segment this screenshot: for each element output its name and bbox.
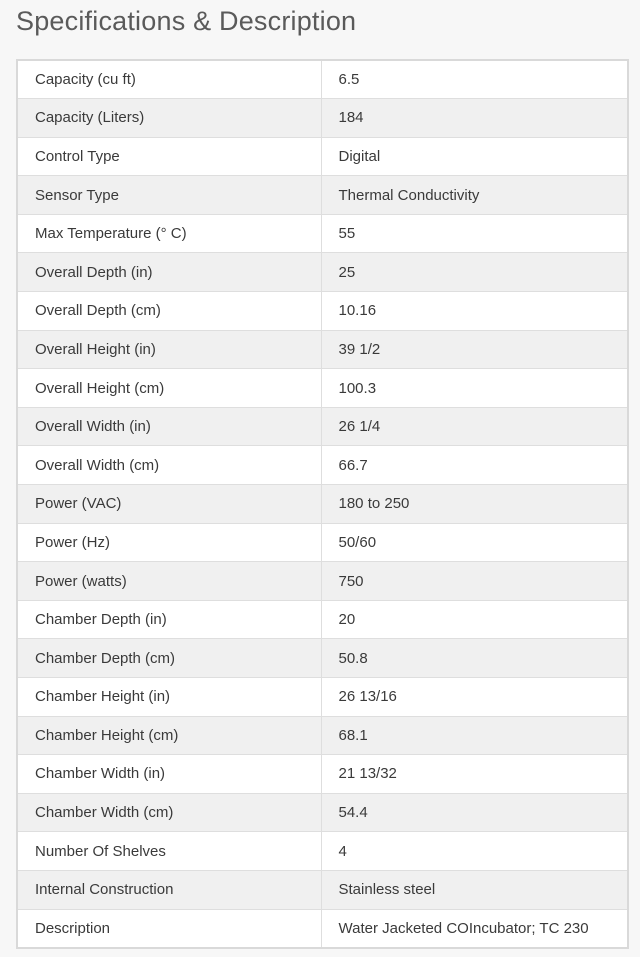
spec-label: Number Of Shelves (17, 832, 321, 871)
table-row (17, 369, 628, 408)
table-row (17, 214, 628, 253)
spec-label: Overall Depth (in) (17, 253, 321, 292)
spec-value: 50/60 (321, 523, 628, 562)
spec-value: 26 13/16 (321, 678, 628, 717)
spec-value: 26 1/4 (321, 407, 628, 446)
spec-label: Chamber Height (cm) (17, 716, 321, 755)
spec-value: 180 to 250 (321, 485, 628, 524)
spec-value: 6.5 (321, 60, 628, 99)
spec-label: Chamber Depth (in) (17, 600, 321, 639)
spec-label: Chamber Width (in) (17, 755, 321, 794)
spec-value: 184 (321, 99, 628, 138)
table-row (17, 485, 628, 524)
spec-label: Chamber Height (in) (17, 678, 321, 717)
table-row (17, 600, 628, 639)
table-row (17, 716, 628, 755)
table-row (17, 870, 628, 909)
spec-label: Internal Construction (17, 870, 321, 909)
table-row (17, 793, 628, 832)
spec-label: Sensor Type (17, 176, 321, 215)
table-row (17, 909, 628, 948)
table-row (17, 99, 628, 138)
spec-value: Thermal Conductivity (321, 176, 628, 215)
table-row (17, 137, 628, 176)
spec-label: Description (17, 909, 321, 948)
spec-value: 750 (321, 562, 628, 601)
table-row (17, 678, 628, 717)
table-row (17, 446, 628, 485)
table-row (17, 253, 628, 292)
table-row (17, 755, 628, 794)
spec-label: Max Temperature (° C) (17, 214, 321, 253)
spec-value: 21 13/32 (321, 755, 628, 794)
table-row (17, 292, 628, 331)
spec-value: 68.1 (321, 716, 628, 755)
specifications-table-body (17, 60, 628, 948)
spec-value: 66.7 (321, 446, 628, 485)
spec-value: 50.8 (321, 639, 628, 678)
spec-value: Digital (321, 137, 628, 176)
spec-label: Capacity (Liters) (17, 99, 321, 138)
spec-value: 20 (321, 600, 628, 639)
spec-label: Control Type (17, 137, 321, 176)
table-row (17, 330, 628, 369)
table-row (17, 60, 628, 99)
table-row (17, 639, 628, 678)
spec-value: 100.3 (321, 369, 628, 408)
specifications-table (16, 59, 629, 949)
spec-label: Power (VAC) (17, 485, 321, 524)
spec-label: Capacity (cu ft) (17, 60, 321, 99)
spec-label: Overall Depth (cm) (17, 292, 321, 331)
page-title: Specifications & Description (16, 6, 357, 36)
spec-label: Power (watts) (17, 562, 321, 601)
spec-value: 55 (321, 214, 628, 253)
table-row (17, 407, 628, 446)
spec-value: 39 1/2 (321, 330, 628, 369)
table-row (17, 176, 628, 215)
spec-label: Overall Width (in) (17, 407, 321, 446)
table-row (17, 562, 628, 601)
spec-label: Overall Height (in) (17, 330, 321, 369)
table-row (17, 832, 628, 871)
spec-value: 54.4 (321, 793, 628, 832)
spec-value: Stainless steel (321, 870, 628, 909)
spec-value: 10.16 (321, 292, 628, 331)
spec-label: Power (Hz) (17, 523, 321, 562)
spec-value: 4 (321, 832, 628, 871)
spec-label: Overall Height (cm) (17, 369, 321, 408)
spec-label: Chamber Width (cm) (17, 793, 321, 832)
table-row (17, 523, 628, 562)
spec-label: Overall Width (cm) (17, 446, 321, 485)
spec-value: 25 (321, 253, 628, 292)
spec-label: Chamber Depth (cm) (17, 639, 321, 678)
spec-value: Water Jacketed COIncubator; TC 230 (321, 909, 628, 948)
